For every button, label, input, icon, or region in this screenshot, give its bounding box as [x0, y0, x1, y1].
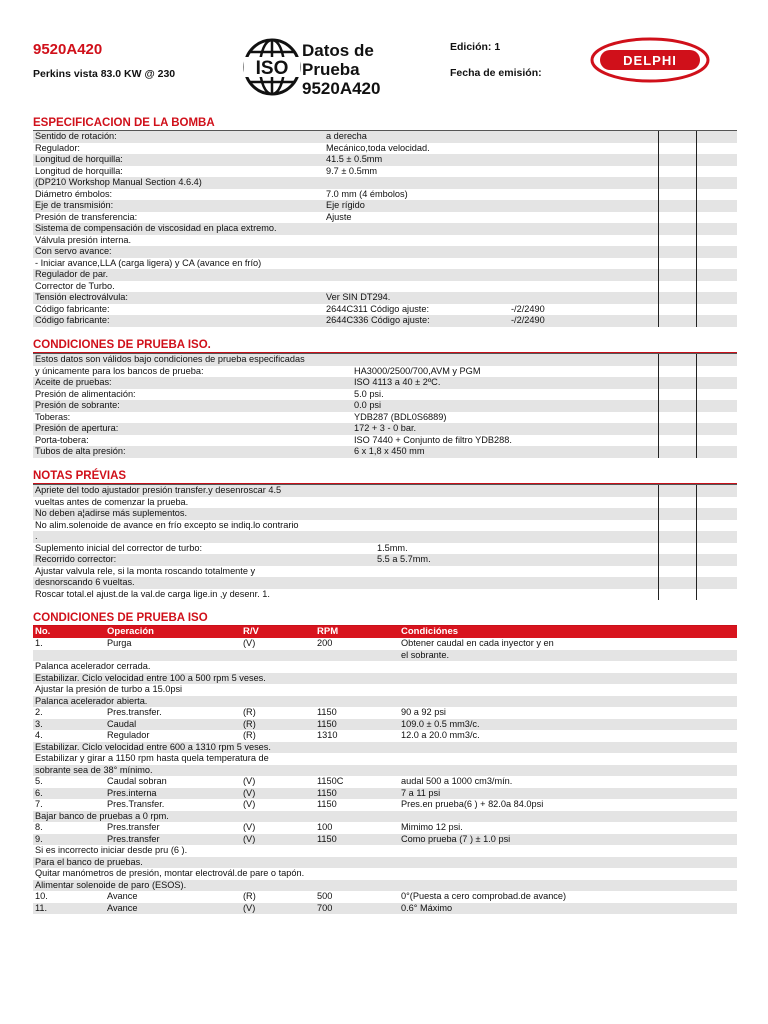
iso-value: HA3000/2500/700,AVM y PGM — [354, 365, 481, 376]
test-no: 6. — [35, 787, 43, 798]
test-note: sobrante sea de 38° mínimo. — [35, 764, 153, 775]
test-rpm: 1150C — [317, 776, 344, 786]
iso-value: 0.0 psi — [354, 400, 382, 410]
table-row — [33, 868, 737, 880]
section-pump-spec: ESPECIFICACION DE LA BOMBA — [33, 116, 737, 131]
table-row — [33, 554, 737, 566]
test-rv: (V) — [243, 822, 256, 832]
test-rv: (V) — [243, 799, 256, 809]
spec-value: Eje rígido — [326, 200, 365, 210]
edition: Edición: 1 — [450, 41, 501, 53]
iso-value: 172 + 3 - 0 bar. — [354, 423, 417, 433]
spec-value: 7.0 mm (4 émbolos) — [326, 188, 408, 199]
test-note: Ajustar la presión de turbo a 15.0psi — [35, 684, 183, 694]
iso-label: Tubos de alta presión: — [35, 446, 126, 456]
table-row — [33, 834, 737, 846]
test-note: Quitar manómetros de presión, montar electrovál.de pare o tapón. — [35, 868, 305, 878]
test-rpm: 700 — [317, 902, 333, 913]
spec-label: Código fabricante: — [35, 315, 110, 325]
iso-value: YDB287 (BDL0S6889) — [354, 411, 447, 422]
delphi-logo — [590, 37, 710, 83]
spec-value: 41.5 ± 0.5mm — [326, 154, 383, 164]
note-label: Recorrido corrector: — [35, 554, 117, 564]
table-row — [33, 485, 737, 497]
section-iso-conditions: CONDICIONES DE PRUEBA ISO. — [33, 338, 737, 353]
table-row — [33, 880, 737, 892]
table-row — [33, 177, 737, 189]
logo-text: DELPHI — [623, 53, 677, 68]
spec-label: Regulador: — [35, 142, 80, 153]
pump-code: 9520A420 — [33, 41, 103, 58]
iso-label: Estos datos son válidos bajo condiciones de prueba especificadas — [35, 354, 305, 364]
table-row — [33, 412, 737, 424]
spec-label: Con servo avance: — [35, 246, 112, 256]
note-value: 1.5mm. — [377, 542, 408, 553]
table-row — [33, 543, 737, 555]
test-note: Estabilizar y girar a 1150 rpm hasta quela temperatura de — [35, 753, 269, 763]
test-rpm: 1150 — [317, 787, 337, 798]
table-row — [33, 200, 737, 212]
table-row — [33, 269, 737, 281]
table-row — [33, 719, 737, 731]
test-rpm: 1150 — [317, 833, 337, 844]
table-row — [33, 684, 737, 696]
spec-label: Presión de transferencia: — [35, 211, 138, 222]
table-row — [33, 707, 737, 719]
test-operation: Pres.transfer. — [107, 707, 162, 717]
iso-globe-icon — [243, 38, 301, 96]
test-note: Para el banco de pruebas. — [35, 856, 143, 867]
spec-value: Ajuste — [326, 211, 352, 222]
table-row — [33, 131, 737, 143]
test-rpm: 1310 — [317, 730, 338, 740]
table-row — [33, 258, 737, 270]
note-label: vueltas antes de comenzar la prueba. — [35, 496, 189, 507]
table-row — [33, 400, 737, 412]
col-rpm: RPM — [317, 626, 339, 637]
spec-extra: -/2/2490 — [511, 303, 545, 314]
test-condition: 109.0 ± 0.5 mm3/c. — [401, 718, 480, 729]
table-row — [33, 497, 737, 509]
test-operation: Regulador — [107, 730, 150, 740]
table-row — [33, 638, 737, 650]
table-row — [33, 577, 737, 589]
note-label: Apriete del todo ajustador presión transfer.y desenroscar 4.5 — [35, 485, 282, 495]
engine-model: Perkins vista 83.0 KW @ 230 — [33, 68, 176, 80]
section-test-conditions: CONDICIONES DE PRUEBA ISO — [33, 611, 737, 626]
table-row — [33, 730, 737, 742]
spec-value: Ver SIN DT294. — [326, 292, 391, 302]
title-line-2: Prueba — [302, 60, 360, 79]
test-no: 4. — [35, 730, 43, 740]
iso-value: ISO 7440 + Conjunto de filtro YDB288. — [354, 434, 512, 445]
test-no: 9. — [35, 833, 43, 844]
pump-spec-table — [33, 130, 737, 327]
test-condition: Como prueba (7 ) ± 1.0 psi — [401, 833, 511, 844]
table-row — [33, 650, 737, 662]
spec-value: 2644C311 Código ajuste: — [326, 303, 430, 314]
table-row — [33, 742, 737, 754]
table-row — [33, 212, 737, 224]
spec-label: Corrector de Turbo. — [35, 280, 115, 291]
table-row — [33, 696, 737, 708]
test-rv: (V) — [243, 787, 256, 798]
table-row — [33, 315, 737, 327]
test-operation: Pres.Transfer. — [107, 799, 165, 809]
note-value: 5.5 a 5.7mm. — [377, 554, 431, 564]
iso-label: y únicamente para los bancos de prueba: — [35, 365, 204, 376]
iso-label: Presión de apertura: — [35, 423, 119, 433]
col-conditions: Condiciónes — [401, 626, 459, 637]
spec-label: Válvula presión interna. — [35, 234, 132, 245]
table-row — [33, 154, 737, 166]
table-row — [33, 857, 737, 869]
table-row — [33, 281, 737, 293]
spec-label: Longitud de horquilla: — [35, 154, 123, 164]
test-rpm: 200 — [317, 638, 333, 648]
spec-label: Tensión electroválvula: — [35, 292, 128, 302]
test-rv: (V) — [243, 833, 256, 844]
test-condition: Obtener caudal en cada inyector y en — [401, 638, 554, 648]
spec-label: Sentido de rotación: — [35, 131, 117, 141]
test-condition: el sobrante. — [401, 649, 450, 660]
col-operation: Operación — [107, 626, 154, 637]
test-condition: audal 500 a 1000 cm3/mín. — [401, 776, 513, 786]
table-row — [33, 776, 737, 788]
spec-value: a derecha — [326, 131, 367, 141]
test-note: Palanca acelerador cerrada. — [35, 661, 151, 671]
test-no: 2. — [35, 707, 43, 717]
test-rv: (R) — [243, 891, 256, 901]
test-note: Estabilizar. Ciclo velocidad entre 100 a 500 rpm 5 veses. — [35, 672, 266, 683]
table-row — [33, 366, 737, 378]
spec-label: Eje de transmisión: — [35, 200, 114, 210]
test-condition: 0.6° Máximo — [401, 902, 453, 913]
table-row — [33, 189, 737, 201]
note-label: Roscar total.el ajust.de la val.de carga lige.in ,y desenr. 1. — [35, 588, 270, 599]
iso-label: ISO — [255, 58, 289, 79]
test-note: Alimentar solenoide de paro (ESOS). — [35, 879, 187, 890]
test-operation: Caudal sobran — [107, 776, 167, 786]
spec-label: Sistema de compensación de viscosidad en placa extremo. — [35, 223, 277, 233]
iso-label: Presión de alimentación: — [35, 388, 136, 399]
test-condition: Mimimo 12 psi. — [401, 822, 463, 832]
table-row — [33, 661, 737, 673]
test-operation: Pres.transfer — [107, 833, 160, 844]
test-condition: 0°(Puesta a cero comprobad.de avance) — [401, 891, 567, 901]
spec-extra: -/2/2490 — [511, 315, 545, 325]
spec-label: Código fabricante: — [35, 303, 110, 314]
table-row — [33, 423, 737, 435]
iso-value: ISO 4113 a 40 ± 2ºC. — [354, 377, 441, 387]
table-row — [33, 304, 737, 316]
test-note: Palanca acelerador abierta. — [35, 695, 148, 706]
notes-table — [33, 484, 737, 600]
spec-value: Mecánico,toda velocidad. — [326, 142, 430, 153]
table-row — [33, 143, 737, 155]
spec-label: Regulador de par. — [35, 269, 109, 279]
table-row — [33, 435, 737, 447]
test-note: Si es incorrecto iniciar desde pru (6 ). — [35, 845, 188, 855]
test-rv: (V) — [243, 902, 256, 913]
iso-value: 6 x 1,8 x 450 mm — [354, 446, 425, 456]
iso-label: Toberas: — [35, 411, 71, 422]
test-no: 10. — [35, 891, 48, 901]
test-condition: 90 a 92 psi — [401, 707, 446, 717]
title-line-3: 9520A420 — [302, 79, 381, 98]
spec-label: (DP210 Workshop Manual Section 4.6.4) — [35, 177, 202, 187]
note-label: Ajustar valvula rele, si la monta roscando totalmente y — [35, 565, 256, 576]
table-row — [33, 223, 737, 235]
test-no: 3. — [35, 718, 43, 729]
test-rpm: 1150 — [317, 707, 337, 717]
test-condition: 7 a 11 psi — [401, 787, 441, 798]
note-label: desnorscando 6 vueltas. — [35, 577, 135, 587]
table-row — [33, 765, 737, 777]
table-row — [33, 246, 737, 258]
iso-conditions-table — [33, 353, 737, 458]
table-row — [33, 377, 737, 389]
test-note: Bajar banco de pruebas a 0 rpm. — [35, 810, 169, 821]
table-row — [33, 753, 737, 765]
table-row — [33, 891, 737, 903]
doc-title — [302, 41, 380, 98]
test-note: Estabilizar. Ciclo velocidad entre 600 a 1310 rpm 5 veses. — [35, 741, 271, 752]
table-row — [33, 903, 737, 915]
table-row — [33, 292, 737, 304]
table-row — [33, 531, 737, 543]
test-rv: (V) — [243, 638, 256, 648]
spec-value: 2644C336 Código ajuste: — [326, 315, 430, 325]
table-row — [33, 673, 737, 685]
table-row — [33, 799, 737, 811]
test-no: 8. — [35, 822, 43, 832]
table-row — [33, 354, 737, 366]
test-no: 7. — [35, 799, 43, 809]
col-rv: R/V — [243, 626, 259, 637]
table-row — [33, 811, 737, 823]
test-rpm: 1150 — [317, 718, 337, 729]
col-no: No. — [35, 626, 51, 637]
test-table — [33, 638, 737, 914]
spec-label: Diámetro émbolos: — [35, 188, 113, 199]
test-no: 11. — [35, 902, 48, 913]
table-row — [33, 822, 737, 834]
test-operation: Pres.interna — [107, 787, 157, 798]
table-row — [33, 788, 737, 800]
test-operation: Avance — [107, 902, 138, 913]
test-rv: (R) — [243, 718, 256, 729]
test-rpm: 1150 — [317, 799, 337, 809]
title-line-1: Datos de — [302, 41, 374, 60]
table-row — [33, 389, 737, 401]
test-no: 1. — [35, 638, 43, 648]
section-notes: NOTAS PRÉVIAS — [33, 469, 737, 484]
note-label: Suplemento inicial del corrector de turbo: — [35, 542, 202, 553]
test-operation: Purga — [107, 638, 132, 648]
test-table-header — [33, 626, 737, 638]
spec-value: 9.7 ± 0.5mm — [326, 165, 377, 176]
iso-label: Presión de sobrante: — [35, 400, 120, 410]
test-rpm: 100 — [317, 822, 333, 832]
table-row — [33, 166, 737, 178]
test-rv: (R) — [243, 730, 256, 740]
test-rv: (R) — [243, 707, 256, 717]
table-row — [33, 520, 737, 532]
spec-label: - Iniciar avance,LLA (carga ligera) y CA (avance en frío) — [35, 257, 262, 268]
table-row — [33, 508, 737, 520]
note-label: No alim.solenoide de avance en frío excepto se indiq.lo contrario — [35, 519, 299, 530]
table-row — [33, 566, 737, 578]
test-condition: 12.0 a 20.0 mm3/c. — [401, 730, 480, 740]
test-rpm: 500 — [317, 891, 333, 901]
note-label: No deben a¦adirse más suplementos. — [35, 508, 188, 518]
note-label: . — [35, 531, 38, 541]
test-condition: Pres.en prueba(6 ) + 82.0a 84.0psi — [401, 799, 544, 809]
table-row — [33, 446, 737, 458]
iso-label: Porta-tobera: — [35, 434, 89, 445]
table-row — [33, 589, 737, 601]
issue-date: Fecha de emisión: — [450, 67, 542, 79]
test-operation: Pres.transfer — [107, 822, 160, 832]
table-row — [33, 845, 737, 857]
test-operation: Avance — [107, 891, 138, 901]
table-row — [33, 235, 737, 247]
iso-value: 5.0 psi. — [354, 388, 384, 399]
iso-label: Aceite de pruebas: — [35, 377, 112, 387]
test-operation: Caudal — [107, 718, 137, 729]
test-no: 5. — [35, 776, 43, 786]
test-rv: (V) — [243, 776, 256, 786]
spec-label: Longitud de horquilla: — [35, 165, 123, 176]
